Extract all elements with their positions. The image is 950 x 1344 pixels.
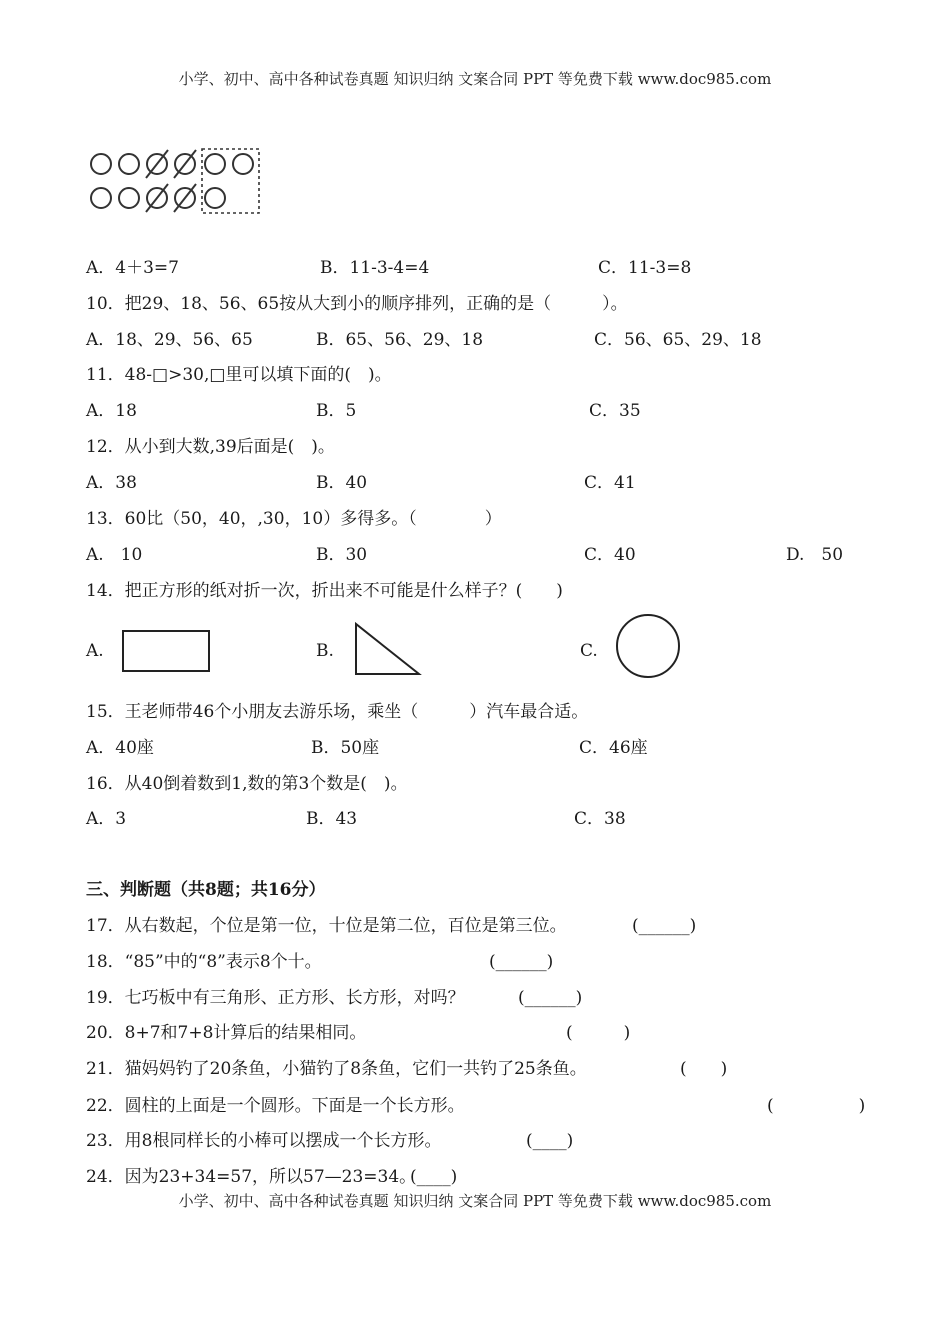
q10-option-a: A．18、29、56、65 xyxy=(86,330,253,350)
q10-option-b: B．65、56、29、18 xyxy=(316,330,484,350)
q9-option-b: B．11-3-4=4 xyxy=(320,258,430,278)
judge-20-text: 20．8+7和7+8计算后的结果相同。 xyxy=(86,1023,367,1043)
judge-24-blank[interactable]: (____) xyxy=(410,1167,458,1187)
q9-option-c: C．11-3=8 xyxy=(598,258,692,278)
q12-text: 12．从小到大数,39后面是( )。 xyxy=(86,437,335,457)
q16-option-c: C．38 xyxy=(574,809,626,829)
q16-option-b: B．43 xyxy=(306,809,358,829)
q16-text: 16．从40倒着数到1,数的第3个数是( )。 xyxy=(86,774,408,794)
page-footer: 小学、初中、高中各种试卷真题 知识归纳 文案合同 PPT 等免费下载 www.doc985.com xyxy=(178,1192,772,1210)
judge-item xyxy=(0,1165,950,1189)
q16-options xyxy=(0,807,950,831)
q13-option-c: C．40 xyxy=(584,545,636,565)
triangle-shape xyxy=(352,621,424,679)
judge-20-blank[interactable]: ( ) xyxy=(566,1023,631,1043)
judge-18-blank[interactable]: (______) xyxy=(489,952,554,972)
judge-item xyxy=(0,986,950,1010)
q11-text: 11．48-□>30,□里可以填下面的( )。 xyxy=(86,365,392,385)
judge-18-text: 18．“85”中的“8”表示8个十。 xyxy=(86,952,322,972)
q13-option-b: B．30 xyxy=(316,545,368,565)
circles-diagram xyxy=(88,146,268,218)
judge-23-text: 23．用8根同样长的小棒可以摆成一个长方形。 xyxy=(86,1131,442,1151)
q15-option-b: B．50座 xyxy=(311,738,380,758)
q10-option-c: C．56、65、29、18 xyxy=(594,330,762,350)
q14-text: 14．把正方形的纸对折一次，折出来不可能是什么样子？( ) xyxy=(86,581,563,601)
judge-19-text: 19．七巧板中有三角形、正方形、长方形，对吗？ xyxy=(86,988,465,1008)
judge-24-text: 24．因为23+34=57，所以57—23=34。 xyxy=(86,1167,417,1187)
circle-shape xyxy=(614,612,682,680)
triangle-figure xyxy=(352,621,424,683)
judge-item xyxy=(0,1057,950,1081)
judge-17-blank[interactable]: (______) xyxy=(632,916,697,936)
judge-23-blank[interactable]: (____) xyxy=(526,1131,574,1151)
judge-item xyxy=(0,950,950,974)
q12-option-c: C．41 xyxy=(584,473,636,493)
q15-question xyxy=(0,700,950,724)
q9-options xyxy=(0,256,950,280)
judge-19-blank[interactable]: (______) xyxy=(518,988,583,1008)
q9-option-a: A．4＋3=7 xyxy=(86,258,179,278)
circle-figure xyxy=(614,612,682,684)
judge-22-blank[interactable]: ( ) xyxy=(767,1096,866,1116)
page-header: 小学、初中、高中各种试卷真题 知识归纳 文案合同 PPT 等免费下载 www.doc985.com xyxy=(178,70,772,88)
q12-option-b: B．40 xyxy=(316,473,368,493)
q13-option-d: D. 50 xyxy=(786,545,844,565)
judge-21-blank[interactable]: ( ) xyxy=(680,1059,728,1079)
judge-22-text: 22．圆柱的上面是一个圆形。下面是一个长方形。 xyxy=(86,1096,465,1116)
judge-item xyxy=(0,1094,950,1118)
q14-option-c: C. xyxy=(580,641,598,661)
q15-option-c: C．46座 xyxy=(579,738,648,758)
q13-question xyxy=(0,507,950,531)
judge-item xyxy=(0,1129,950,1153)
q13-option-a: A. 10 xyxy=(86,545,143,565)
q16-question xyxy=(0,772,950,796)
circles-figure xyxy=(88,146,268,222)
q13-options xyxy=(0,543,950,567)
q12-options xyxy=(0,471,950,495)
rectangle-shape xyxy=(120,628,214,676)
q11-question xyxy=(0,363,950,387)
judge-item xyxy=(0,914,950,938)
rectangle-figure xyxy=(120,628,214,680)
q11-options xyxy=(0,399,950,423)
q15-text: 15．王老师带46个小朋友去游乐场，乘坐（ ）汽车最合适。 xyxy=(86,702,589,722)
q11-option-c: C．35 xyxy=(589,401,641,421)
section3-title: 三、判断题（共8题；共16分） xyxy=(86,880,326,900)
q10-question xyxy=(0,292,950,316)
judge-17-text: 17．从右数起，个位是第一位，十位是第二位，百位是第三位。 xyxy=(86,916,567,936)
section-heading xyxy=(0,878,950,902)
q12-question xyxy=(0,435,950,459)
q14-question xyxy=(0,579,950,603)
q15-options xyxy=(0,736,950,760)
judge-item xyxy=(0,1021,950,1045)
judge-21-text: 21．猫妈妈钓了20条鱼，小猫钓了8条鱼，它们一共钓了25条鱼。 xyxy=(86,1059,587,1079)
q15-option-a: A．40座 xyxy=(86,738,154,758)
q16-option-a: A．3 xyxy=(86,809,127,829)
q10-text: 10．把29、18、56、65按从大到小的顺序排列，正确的是（ ）。 xyxy=(86,294,628,314)
q12-option-a: A．38 xyxy=(86,473,137,493)
q14-option-a: A. xyxy=(86,641,104,661)
q10-options xyxy=(0,328,950,352)
q11-option-b: B．5 xyxy=(316,401,357,421)
q11-option-a: A．18 xyxy=(86,401,137,421)
q14-option-b: B. xyxy=(316,641,334,661)
q13-text: 13．60比（50，40，,30，10）多得多。（ ） xyxy=(86,509,502,529)
